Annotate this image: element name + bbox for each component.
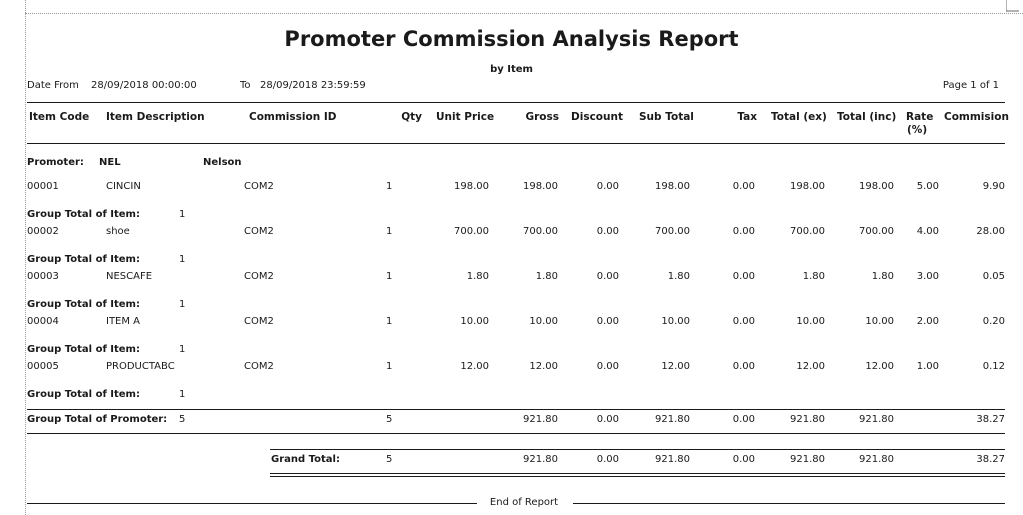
- promoter-code: NEL: [99, 157, 121, 168]
- cell-item-code: 00005: [27, 361, 59, 372]
- page-number: Page 1 of 1: [942, 80, 999, 91]
- cell-discount: 0.00: [596, 226, 619, 237]
- page-top-margin-guide: [25, 13, 1023, 14]
- grand-total-double-rule-2: [270, 476, 1005, 477]
- col-rate: Rate: [906, 111, 934, 123]
- report-title: Promoter Commission Analysis Report: [284, 27, 739, 51]
- promoter-total-count: 5: [179, 414, 186, 425]
- col-tax: Tax: [737, 111, 757, 123]
- cell-gross: 198.00: [523, 181, 558, 192]
- date-to-label: To: [240, 80, 251, 91]
- cell-commission-id: COM2: [244, 316, 274, 327]
- col-commission: Commision: [944, 111, 1009, 123]
- promoter-total-tax: 0.00: [732, 414, 755, 425]
- col-item-description: Item Description: [106, 111, 205, 123]
- group-total-item-label: Group Total of Item:: [27, 299, 140, 310]
- cell-sub-total: 1.80: [667, 271, 690, 282]
- group-total-item-count: 1: [179, 389, 186, 400]
- cell-tax: 0.00: [732, 316, 755, 327]
- group-total-item-count: 1: [179, 254, 186, 265]
- cell-rate: 2.00: [916, 316, 939, 327]
- report-subtitle: by Item: [490, 64, 533, 75]
- col-total-inc: Total (inc): [837, 111, 897, 123]
- cell-gross: 12.00: [529, 361, 558, 372]
- cell-total-inc: 700.00: [859, 226, 894, 237]
- cell-commission-id: COM2: [244, 181, 274, 192]
- cell-unit-price: 10.00: [460, 316, 489, 327]
- col-total-ex: Total (ex): [771, 111, 827, 123]
- page-left-margin-guide: [25, 0, 26, 515]
- grand-total-top-rule: [270, 449, 1005, 450]
- grand-total-tax: 0.00: [732, 454, 755, 465]
- cell-gross: 700.00: [523, 226, 558, 237]
- col-discount: Discount: [571, 111, 623, 123]
- cell-tax: 0.00: [732, 226, 755, 237]
- cell-gross: 10.00: [529, 316, 558, 327]
- group-total-item-label: Group Total of Item:: [27, 344, 140, 355]
- promoter-total-top-rule: [27, 409, 1005, 410]
- promoter-total-sub-total: 921.80: [655, 414, 690, 425]
- promoter-total-bottom-rule: [27, 433, 1005, 434]
- promoter-label: Promoter:: [27, 157, 84, 168]
- col-unit-price: Unit Price: [436, 111, 495, 123]
- grand-total-qty: 5: [386, 454, 393, 465]
- cell-rate: 5.00: [916, 181, 939, 192]
- cell-item-code: 00003: [27, 271, 59, 282]
- cell-discount: 0.00: [596, 181, 619, 192]
- group-total-item-count: 1: [179, 299, 186, 310]
- cell-unit-price: 12.00: [460, 361, 489, 372]
- cell-qty: 1: [386, 361, 393, 372]
- cell-commission: 9.90: [982, 181, 1005, 192]
- col-commission-id: Commission ID: [249, 111, 337, 123]
- cell-item-description: shoe: [106, 226, 130, 237]
- promoter-total-qty: 5: [386, 414, 393, 425]
- cell-item-code: 00004: [27, 316, 59, 327]
- date-from-label: Date From: [27, 80, 79, 91]
- promoter-total-commission: 38.27: [976, 414, 1005, 425]
- cell-item-description: NESCAFE: [106, 271, 153, 282]
- cell-commission-id: COM2: [244, 226, 274, 237]
- cell-total-ex: 700.00: [790, 226, 825, 237]
- cell-commission: 0.20: [982, 316, 1005, 327]
- col-item-code: Item Code: [29, 111, 90, 123]
- header-bottom-rule: [27, 143, 1005, 144]
- cell-item-description: PRODUCTABC: [106, 361, 175, 372]
- cell-total-inc: 12.00: [865, 361, 894, 372]
- group-total-item-label: Group Total of Item:: [27, 209, 140, 220]
- cell-item-code: 00002: [27, 226, 59, 237]
- cell-qty: 1: [386, 181, 393, 192]
- grand-total-sub-total: 921.80: [655, 454, 690, 465]
- cell-rate: 3.00: [916, 271, 939, 282]
- col-gross: Gross: [525, 111, 559, 123]
- grand-total-total-inc: 921.80: [859, 454, 894, 465]
- grand-total-label: Grand Total:: [271, 454, 340, 465]
- grand-total-gross: 921.80: [523, 454, 558, 465]
- promoter-total-total-ex: 921.80: [790, 414, 825, 425]
- date-from-value: 28/09/2018 00:00:00: [91, 80, 197, 91]
- cell-unit-price: 700.00: [454, 226, 489, 237]
- promoter-total-total-inc: 921.80: [859, 414, 894, 425]
- cell-unit-price: 198.00: [454, 181, 489, 192]
- cell-qty: 1: [386, 316, 393, 327]
- header-top-rule: [27, 102, 1005, 103]
- col-rate-unit: (%): [907, 124, 928, 136]
- cell-total-inc: 1.80: [871, 271, 894, 282]
- cell-item-description: ITEM A: [106, 316, 141, 327]
- cell-item-code: 00001: [27, 181, 59, 192]
- end-report-rule-right: [573, 503, 1005, 504]
- cell-total-ex: 198.00: [790, 181, 825, 192]
- col-qty: Qty: [401, 111, 422, 123]
- cell-total-inc: 198.00: [859, 181, 894, 192]
- cell-sub-total: 700.00: [655, 226, 690, 237]
- group-total-item-count: 1: [179, 209, 186, 220]
- cell-total-ex: 12.00: [796, 361, 825, 372]
- cell-commission: 28.00: [976, 226, 1005, 237]
- cell-commission: 0.05: [982, 271, 1005, 282]
- cell-total-ex: 1.80: [802, 271, 825, 282]
- grand-total-double-rule-1: [270, 473, 1005, 474]
- grand-total-commission: 38.27: [976, 454, 1005, 465]
- cell-sub-total: 12.00: [661, 361, 690, 372]
- cell-qty: 1: [386, 271, 393, 282]
- date-to-value: 28/09/2018 23:59:59: [260, 80, 366, 91]
- end-of-report-text: End of Report: [489, 497, 559, 508]
- cell-commission-id: COM2: [244, 361, 274, 372]
- end-report-rule-left: [27, 503, 477, 504]
- cell-rate: 4.00: [916, 226, 939, 237]
- cell-total-ex: 10.00: [796, 316, 825, 327]
- col-sub-total: Sub Total: [639, 111, 694, 123]
- grand-total-discount: 0.00: [596, 454, 619, 465]
- grand-total-total-ex: 921.80: [790, 454, 825, 465]
- cell-discount: 0.00: [596, 271, 619, 282]
- cell-sub-total: 198.00: [655, 181, 690, 192]
- cell-commission: 0.12: [982, 361, 1005, 372]
- cell-discount: 0.00: [596, 316, 619, 327]
- promoter-name: Nelson: [203, 157, 242, 168]
- group-total-item-label: Group Total of Item:: [27, 254, 140, 265]
- cell-tax: 0.00: [732, 271, 755, 282]
- cell-qty: 1: [386, 226, 393, 237]
- cell-total-inc: 10.00: [865, 316, 894, 327]
- cell-unit-price: 1.80: [466, 271, 489, 282]
- cell-tax: 0.00: [732, 181, 755, 192]
- cell-gross: 1.80: [535, 271, 558, 282]
- promoter-total-gross: 921.80: [523, 414, 558, 425]
- cell-discount: 0.00: [596, 361, 619, 372]
- cell-rate: 1.00: [916, 361, 939, 372]
- cell-sub-total: 10.00: [661, 316, 690, 327]
- cell-commission-id: COM2: [244, 271, 274, 282]
- group-total-item-count: 1: [179, 344, 186, 355]
- group-total-item-label: Group Total of Item:: [27, 389, 140, 400]
- page-corner-marker-icon: [1006, 0, 1020, 12]
- promoter-total-discount: 0.00: [596, 414, 619, 425]
- cell-item-description: CINCIN: [106, 181, 141, 192]
- promoter-total-label: Group Total of Promoter:: [27, 414, 168, 425]
- cell-tax: 0.00: [732, 361, 755, 372]
